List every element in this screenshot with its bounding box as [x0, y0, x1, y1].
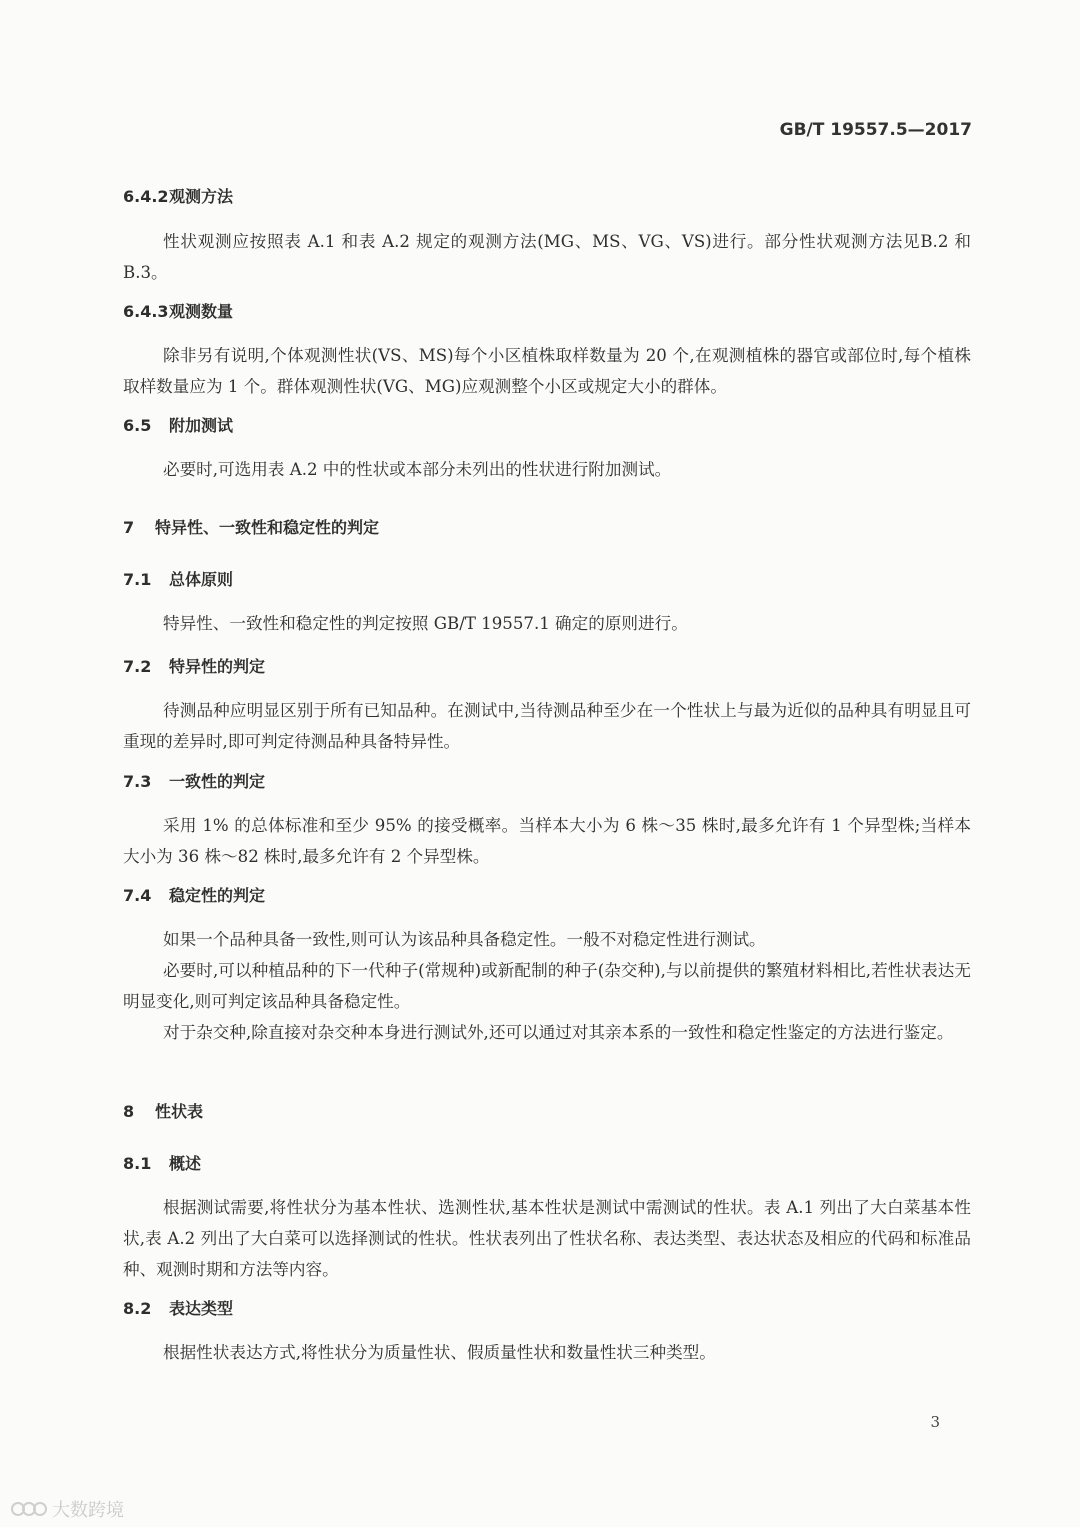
- section-number: 8.1: [123, 1154, 152, 1173]
- watermark-text: 大数跨境: [52, 1500, 124, 1521]
- paragraph: 性状观测应按照表 A.1 和表 A.2 规定的观测方法(MG、MS、VG、VS)进行。部分性状观测方法见B.2 和 B.3。: [123, 232, 971, 282]
- paragraph: 采用 1% 的总体标准和至少 95% 的接受概率。当样本大小为 6 株～35 株时,最多允许有 1 个异型株;当样本大小为 36 株～82 株时,最多允许有 2 个异型株。: [123, 816, 971, 866]
- paragraph: 根据测试需要,将性状分为基本性状、选测性状,基本性状是测试中需测试的性状。表 A.1 列出了大白菜基本性状,表 A.2 列出了大白菜可以选择测试的性状。性状表列出了性状名称、表达类型、表达状态及相应的代码和标准品种、观测时期和方法等内容。: [123, 1198, 971, 1279]
- section-heading-8: [123, 1099, 203, 1122]
- section-heading-8-1: [123, 1151, 201, 1174]
- section-number: 7.1: [123, 570, 152, 589]
- section-number: 7: [123, 518, 135, 537]
- section-title: 观测数量: [169, 302, 234, 321]
- section-title: 概述: [169, 1154, 202, 1173]
- section-number: 6.4.3: [123, 302, 169, 321]
- section-title: 特异性的判定: [169, 657, 266, 676]
- paragraph: 必要时,可以种植品种的下一代种子(常规种)或新配制的种子(杂交种),与以前提供的繁殖材料相比,若性状表达无明显变化,则可判定该品种具备稳定性。: [123, 961, 971, 1011]
- section-heading-7-3: [123, 769, 265, 792]
- section-title: 特异性、一致性和稳定性的判定: [155, 518, 380, 537]
- section-heading-6-4-3: [123, 299, 233, 322]
- paragraph: 如果一个品种具备一致性,则可认为该品种具备稳定性。一般不对稳定性进行测试。: [163, 930, 766, 949]
- section-number: 6.5: [123, 416, 152, 435]
- section-title: 表达类型: [169, 1299, 234, 1318]
- standard-code: GB/T 19557.5—2017: [779, 120, 972, 140]
- section-number: 8: [123, 1102, 135, 1121]
- section-heading-7-4: [123, 883, 265, 906]
- section-number: 7.2: [123, 657, 152, 676]
- paragraph: 根据性状表达方式,将性状分为质量性状、假质量性状和数量性状三种类型。: [163, 1343, 716, 1362]
- section-number: 7.4: [123, 886, 152, 905]
- paragraph: 待测品种应明显区别于所有已知品种。在测试中,当待测品种至少在一个性状上与最为近似的品种具有明显且可重现的差异时,即可判定待测品种具备特异性。: [123, 701, 971, 751]
- logo-icon: [10, 1498, 48, 1520]
- section-heading-6-4-2: [123, 184, 233, 207]
- section-heading-6-5: [123, 413, 233, 436]
- section-title: 附加测试: [169, 416, 234, 435]
- paragraph: 对于杂交种,除直接对杂交种本身进行测试外,还可以通过对其亲本系的一致性和稳定性鉴定的方法进行鉴定。: [163, 1023, 954, 1042]
- paragraph: 必要时,可选用表 A.2 中的性状或本部分未列出的性状进行附加测试。: [163, 460, 672, 479]
- page-number: 3: [930, 1413, 940, 1431]
- section-title: 观测方法: [169, 187, 234, 206]
- section-title: 性状表: [155, 1102, 204, 1121]
- paragraph: 特异性、一致性和稳定性的判定按照 GB/T 19557.1 确定的原则进行。: [163, 614, 688, 633]
- section-number: 7.3: [123, 772, 152, 791]
- section-title: 稳定性的判定: [169, 886, 266, 905]
- section-heading-8-2: [123, 1296, 233, 1319]
- section-title: 总体原则: [169, 570, 234, 589]
- paragraph: 除非另有说明,个体观测性状(VS、MS)每个小区植株取样数量为 20 个,在观测植株的器官或部位时,每个植株取样数量应为 1 个。群体观测性状(VG、MG)应观测整个小区或规定大小的群体。: [123, 346, 971, 396]
- section-title: 一致性的判定: [169, 772, 266, 791]
- section-heading-7: [123, 515, 379, 538]
- section-heading-7-1: [123, 567, 233, 590]
- section-heading-7-2: [123, 654, 265, 677]
- section-number: 6.4.2: [123, 187, 169, 206]
- section-number: 8.2: [123, 1299, 152, 1318]
- watermark: [10, 1496, 124, 1522]
